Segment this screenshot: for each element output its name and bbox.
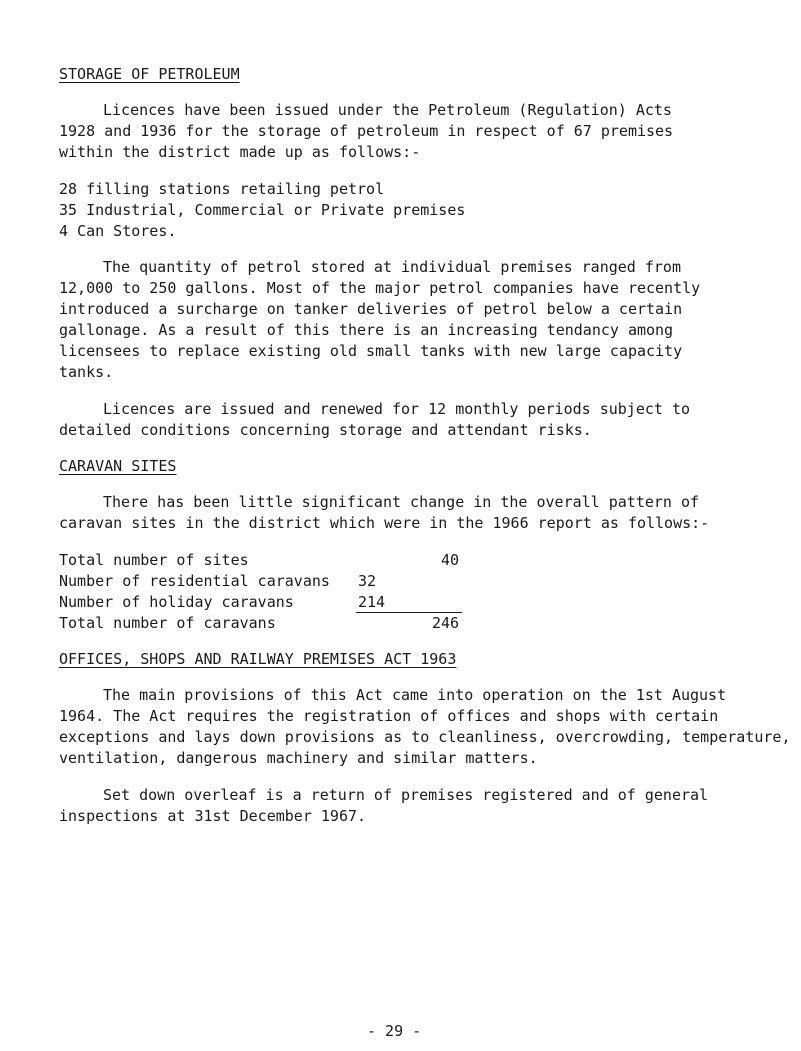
storage-para2-line-6: tanks. <box>59 363 114 381</box>
storage-para2-line-3: introduced a surcharge on tanker deliveries of petrol below a certain <box>59 300 683 318</box>
storage-para2-line-2: 12,000 to 250 gallons. Most of the major petrol companies have recently <box>59 279 701 297</box>
caravan-table-label-3: Number of holiday caravans <box>59 593 294 611</box>
caravan-intro-line-2: caravan sites in the district which were in the 1966 report as follows:- <box>59 514 710 532</box>
offices-para1-line-1: The main provisions of this Act came into operation on the 1st August <box>103 686 727 704</box>
storage-item-3: 4 Can Stores. <box>59 222 177 240</box>
caravan-table-label-4: Total number of caravans <box>59 614 276 632</box>
storage-item-2: 35 Industrial, Commercial or Private premises <box>59 201 466 219</box>
caravan-table-value-1: 40 <box>441 551 460 569</box>
storage-intro-line-1: Licences have been issued under the Petroleum (Regulation) Acts <box>103 101 672 119</box>
caravan-table-label-1: Total number of sites <box>59 551 249 569</box>
storage-para2-line-5: licensees to replace existing old small tanks with new large capacity <box>59 342 683 360</box>
section-heading-storage: STORAGE OF PETROLEUM <box>59 65 240 83</box>
offices-para1-line-2: 1964. The Act requires the registration of offices and shops with certain <box>59 707 719 725</box>
page-number: - 29 - <box>367 1022 422 1040</box>
offices-para1-line-4: ventilation, dangerous machinery and similar matters. <box>59 749 538 767</box>
offices-para2-line-1: Set down overleaf is a return of premises registered and of general <box>103 786 709 804</box>
caravan-table-value-3: 214 <box>358 593 386 611</box>
caravan-table-label-2: Number of residential caravans <box>59 572 330 590</box>
offices-para2-line-2: inspections at 31st December 1967. <box>59 807 367 825</box>
storage-intro-line-3: within the district made up as follows:- <box>59 143 421 161</box>
caravan-table-value-4: 246 <box>432 614 460 632</box>
storage-item-1: 28 filling stations retailing petrol <box>59 180 385 198</box>
storage-para3-line-1: Licences are issued and renewed for 12 monthly periods subject to <box>103 400 690 418</box>
section-heading-offices: OFFICES, SHOPS AND RAILWAY PREMISES ACT 1963 <box>59 650 457 668</box>
storage-para2-line-4: gallonage. As a result of this there is an increasing tendancy among <box>59 321 674 339</box>
storage-para3-line-2: detailed conditions concerning storage and attendant risks. <box>59 421 592 439</box>
storage-intro-line-2: 1928 and 1936 for the storage of petroleum in respect of 67 premises <box>59 122 674 140</box>
storage-para2-line-1: The quantity of petrol stored at individual premises ranged from <box>103 258 681 276</box>
section-heading-caravan: CARAVAN SITES <box>59 457 177 475</box>
caravan-table-value-2: 32 <box>358 572 377 590</box>
caravan-intro-line-1: There has been little significant change in the overall pattern of <box>103 493 700 511</box>
offices-para1-line-3: exceptions and lays down provisions as to cleanliness, overcrowding, temperature, <box>59 728 791 746</box>
